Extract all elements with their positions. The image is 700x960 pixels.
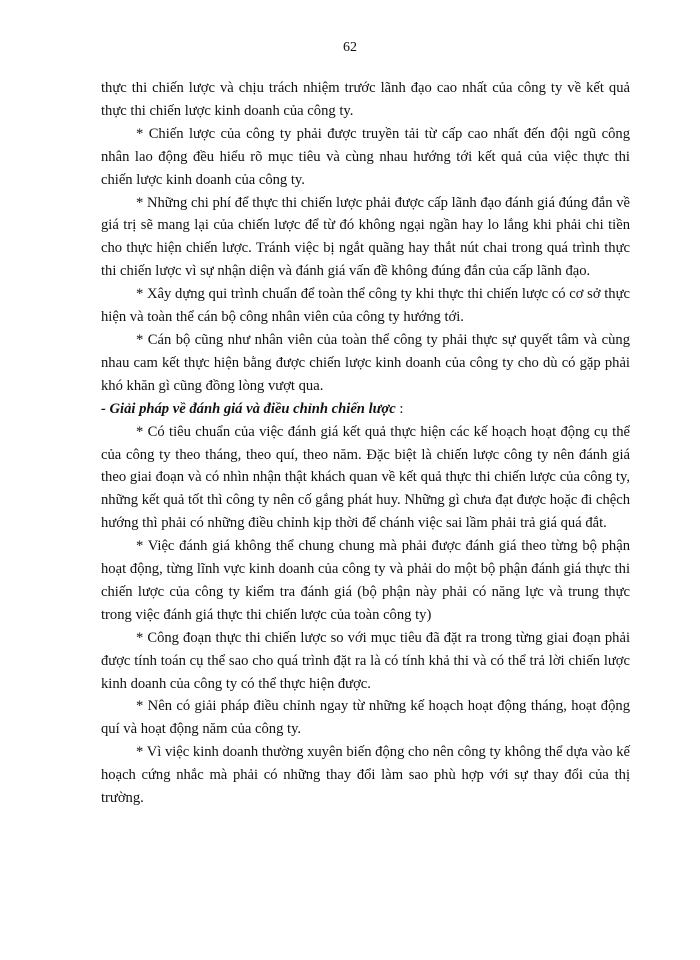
paragraph: * Những chi phí để thực thi chiến lược phải được cấp lãnh đạo đánh giá đúng đắn về giá trị sẽ mang lại của chiến lược để từ đó không ngại ngần hay lo lắng khi phải chi tiền cho thực hiện chiến lược. Tránh việc bị ngắt quãng hay thắt nút chai trong quá trình thực thi chiến lược vì sự nhận diện và đánh giá vấn đề không đúng đắn của cấp lãnh đạo. <box>101 194 630 280</box>
paragraph: * Vì việc kinh doanh thường xuyên biến động cho nên công ty không thể dựa vào kế hoạch cứng nhắc mà phải có những thay đổi làm sao phù hợp với sự thay đổi của thị trường. <box>101 744 630 807</box>
paragraph: * Nên có giải pháp điều chỉnh ngay từ những kế hoạch hoạt động tháng, hoạt động quí và hoạt động năm của công ty. <box>101 698 630 738</box>
paragraph: * Chiến lược của công ty phải được truyền tải từ cấp cao nhất đến đội ngũ công nhân lao động đều hiểu rõ mục tiêu và cùng nhau hướng tới kết quả của việc thực thi chiến lược kinh doanh của công ty. <box>101 125 630 188</box>
paragraph: * Có tiêu chuẩn của việc đánh giá kết quả thực hiện các kế hoạch hoạt động cụ thể của công ty theo tháng, theo quí, theo năm. Đặc biệt là chiến lược công ty nên đánh giá theo giai đoạn và có nhìn nhận thật khách quan về kết quả thực thi chiến lược của công ty, những kết quả tốt thì công ty nên cố gắng phát huy. Những gì chưa đạt được hoặc đi chệch hướng thì phải có những điều chỉnh kịp thời để chánh việc sai lầm phải trả giá quá đắt. <box>101 423 630 532</box>
paragraph: * Công đoạn thực thi chiến lược so với mục tiêu đã đặt ra trong từng giai đoạn phải được tính toán cụ thể sao cho quá trình đặt ra là có tính khả thi và có thể trả lời chiến lược kinh doanh của công ty có thể thực hiện được. <box>101 629 630 692</box>
page-number: 62 <box>343 40 357 55</box>
section-heading-label: - Giải pháp về đánh giá và điều chỉnh chiến lược <box>101 400 396 417</box>
paragraph: * Việc đánh giá không thể chung chung mà phải được đánh giá theo từng bộ phận hoạt động, từng lĩnh vực kinh doanh của công ty và phải do một bộ phận đánh giá thực thi chiến lược của công ty kiểm tra đánh giá (bộ phận này phải có năng lực và trung thực trong việc đánh giá thực thi chiến lược của toàn công ty) <box>101 538 630 623</box>
section-heading-suffix: : <box>395 400 404 417</box>
document-body <box>101 77 630 810</box>
section-heading <box>101 398 630 421</box>
paragraph: thực thi chiến lược và chịu trách nhiệm trước lãnh đạo cao nhất của công ty về kết quả thực thi chiến lược kinh doanh của công ty. <box>101 80 630 119</box>
paragraph: * Cán bộ cũng như nhân viên của toàn thể công ty phải thực sự quyết tâm và cùng nhau cam kết thực hiện bằng được chiến lược kinh doanh của công ty cho dù có gặp phải khó khăn gì cũng đồng lòng vượt qua. <box>101 331 630 394</box>
paragraph: * Xây dựng qui trình chuẩn để toàn thể công ty khi thực thi chiến lược có cơ sở thực hiện và toàn thể cán bộ công nhân viên của công ty hướng tới. <box>101 286 630 326</box>
